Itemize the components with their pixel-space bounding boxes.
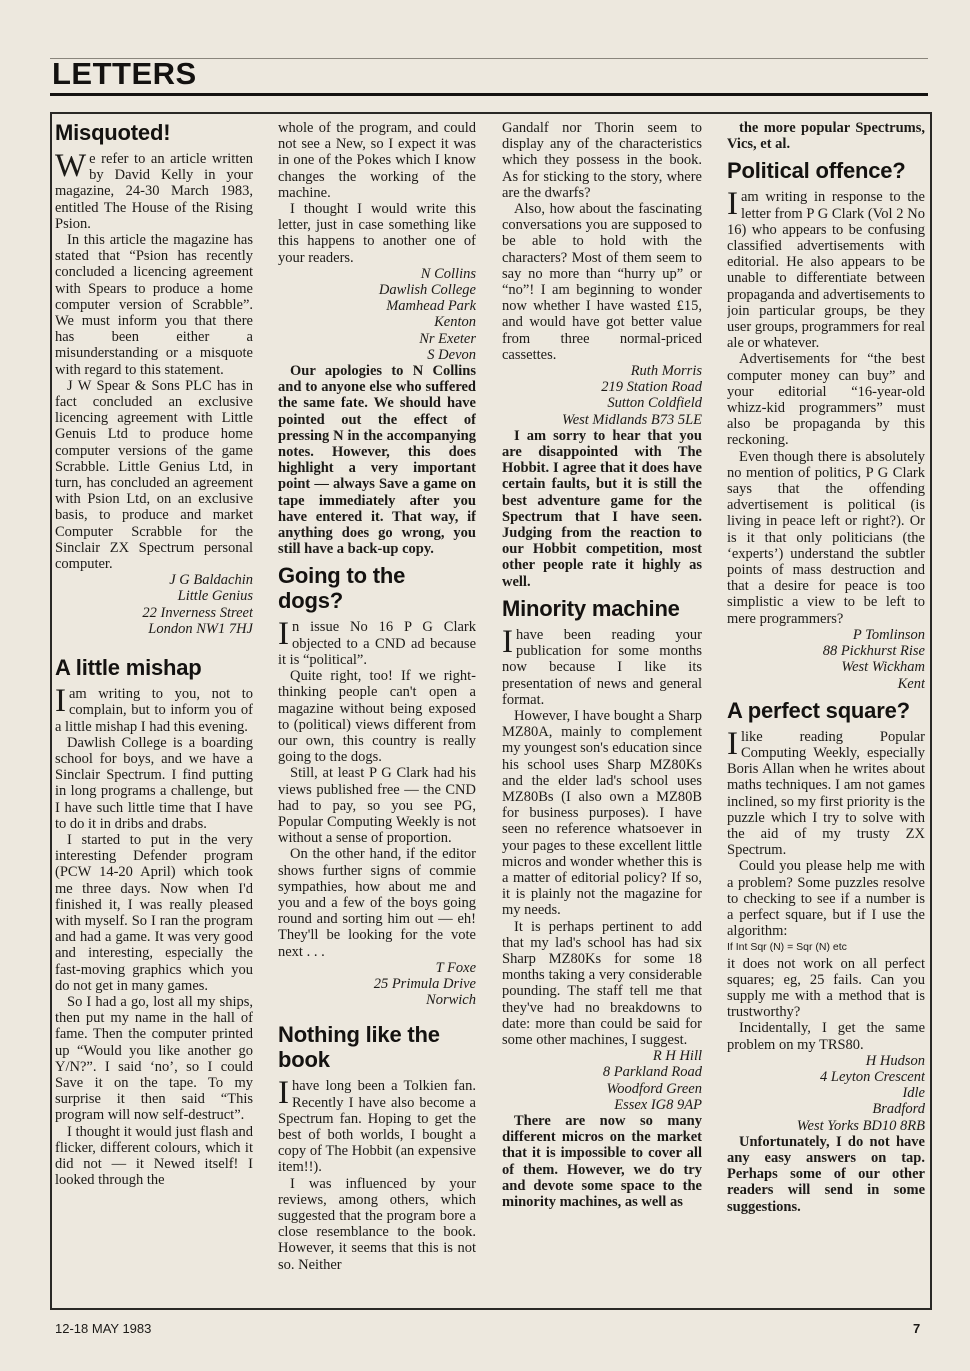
paragraph-text: like reading Popular Computing Weekly, especially Boris Allan when he writes about maths techniques. I am not games inclined, so my first priority is the puzzle which I try to solve with the aid of my trusty ZX Spectrum. [727, 728, 925, 859]
column-3 [502, 120, 702, 1306]
column-1 [55, 120, 253, 1306]
column-2 [278, 120, 476, 1306]
letter-paragraph [727, 186, 925, 352]
signature-line: 88 Pickhurst Rise [822, 643, 925, 660]
paragraph-text: am writing in response to the letter from P G Clark (Vol 2 No 16) who appears to be confusing classified advertisements with editorial. He also appears to be unable to differentiate between propaganda and advertisements to join particular groups, be they user groups, programmers for real ale or whatever. [727, 189, 925, 352]
algorithm-formula: If Int Sqr (N) = Sqr (N) etc [727, 941, 847, 954]
signature-line: Norwich [426, 992, 476, 1009]
drop-cap: I [278, 1075, 289, 1112]
signature-line: Ruth Morris [630, 363, 702, 380]
headline-little-mishap: A little mishap [55, 655, 202, 681]
drop-cap: I [55, 683, 66, 720]
letter-paragraph: However, I have bought a Sharp MZ80A, mainly to complement my youngest son's education since his school uses Sharp MZ80Ks and the elder lad's school uses MZ80Bs (I also own a MZ80B for business purposes). I have seen no reference whatsoever in your pages to these excellent little micros and wonder whether this is a matter of editorial policy? If so, it is plainly not the magazine for my needs. [502, 707, 702, 919]
signature-line: Bradford [872, 1101, 925, 1118]
letter-paragraph: Gandalf nor Thorin seem to display any of the characteristics which they possess in the book. As for sticking to the story, where are the dwarfs? [502, 120, 702, 201]
letter-paragraph: Dawlish College is a boarding school for boys, and we have a Sinclair Spectrum. I find putting in long programs a challenge, but I have such little time that I have to do it in dribs and drabs. [55, 734, 253, 832]
letter-paragraph [502, 623, 702, 708]
signature-line: N Collins [420, 265, 476, 282]
editor-reply: Our apologies to N Collins and to anyone else who suffered the same fate. We should have pointed out the effect of pressing N in the accompanying notes. However, this does highlight a very important point — always Save a game on tape immediately after you have entered it. That way, if anything does go wrong, you still have a back-up copy. [278, 363, 476, 558]
letter-paragraph: Even though there is absolutely no mention of politics, P G Clark says that the offending advertisement is political (is living in peace left or right?). Or is it that only politicians (the ‘experts’) understand the subtler points of mass destruction and that a desire for peace is too simplistic a view to be left to mere programmers? [727, 448, 925, 627]
letter-paragraph [727, 725, 925, 859]
letter-paragraph [278, 616, 476, 668]
signature-line: H Hudson [865, 1052, 925, 1069]
signature-line: Little Genius [177, 588, 253, 605]
signature-line: Dawlish College [378, 282, 476, 299]
letter-paragraph: I was influenced by your reviews, among others, which suggested that the program bore a close resemblance to the book. However, it seems that this is not so. Neither [278, 1175, 476, 1273]
letter-paragraph: Quite right, too! If we right-thinking people can't open a magazine without being exposed to (political) views different from our own, this country is really going to the dogs. [278, 668, 476, 766]
letter-paragraph: It is perhaps pertinent to add that my lad's school has had six Sharp MZ80Ks for some 18 months taking a very considerable pounding. The staff tell me that they've had no breakdowns to date: more than could be said for some other machines, I suggest. [502, 918, 702, 1048]
headline-going-to-the-dogs: Going to the dogs? [278, 563, 406, 614]
signature-line: Nr Exeter [419, 330, 476, 347]
section-title: LETTERS [52, 56, 197, 91]
drop-cap: I [278, 616, 289, 653]
headline-misquoted: Misquoted! [55, 120, 171, 145]
signature-line: 25 Primula Drive [373, 975, 476, 992]
headline-a-perfect-square: A perfect square? [727, 697, 910, 723]
paragraph-text: e refer to an article written by David Kelly in your magazine, 24-30 March 1983, entitled The House of the Rising Psion. [55, 151, 253, 232]
signature-line: J G Baldachin [169, 572, 253, 589]
letter-paragraph [55, 148, 253, 232]
letter-paragraph: I thought it would just flash and flicker, different colours, which it did not — it Newed itself! I looked through the [55, 1123, 253, 1189]
signature-line: West Yorks BD10 8RB [796, 1117, 925, 1134]
signature-line: 4 Leyton Crescent [820, 1068, 925, 1085]
signature-line: Woodford Green [606, 1080, 702, 1097]
signature-line: Essex IG8 9AP [614, 1096, 702, 1113]
signature-line: London NW1 7HJ [148, 620, 253, 637]
signature-line: 219 Station Road [601, 379, 702, 396]
signature-line: T Foxe [435, 959, 476, 976]
letter-paragraph: whole of the program, and could not see a New, so I expect it was in one of the Pokes which I know changes the working of the machine. [278, 120, 476, 201]
letter-paragraph: Still, at least P G Clark had his views published free — the CND had to pay, so you see PG, Popular Computing Weekly is not without a sense of proportion. [278, 765, 476, 847]
signature-line: 8 Parkland Road [602, 1064, 702, 1081]
headline-nothing-like-the-book: Nothing like the book [278, 1022, 440, 1073]
letter-paragraph: J W Spear & Sons PLC has in fact concluded an exclusive licencing agreement with Little Genuis Ltd to produce home computer versions of the game Scrabble. Little Genius Ltd, in turn, has concluded an agreement with Psion Ltd, on an exclusive basis, to produce and market Computer Scrabble for the Sinclair ZX Spectrum personal computer. [55, 377, 253, 573]
signature-line: Mamhead Park [386, 298, 476, 315]
paragraph-text: have been reading your publication for some months now because I like its presentation of news and general format. [502, 626, 702, 708]
letter-paragraph: In this article the magazine has stated that “Psion has recently concluded a licencing agreement with Spears to produce a home computer version of Scrabble”. We must inform you that there has been either a misunderstanding or a misquote with regard to this statement. [55, 232, 253, 378]
letter-paragraph [278, 1075, 476, 1176]
drop-cap: W [55, 148, 87, 184]
headline-political-offence: Political offence? [727, 158, 906, 184]
letter-paragraph: I thought I would write this letter, just in case something like this happens to another one of your readers. [278, 201, 476, 266]
signature-line: West Wickham [841, 659, 925, 676]
paragraph-text: n issue No 16 P G Clark objected to a CND ad because it is “political”. [278, 619, 476, 668]
title-rule [50, 93, 928, 96]
drop-cap: I [502, 623, 513, 660]
signature-line: P Tomlinson [852, 626, 925, 643]
drop-cap: I [727, 725, 738, 762]
letter-paragraph: it does not work on all perfect squares; eg, 25 fails. Can you supply me with a method that is trustworthy? [727, 955, 925, 1021]
drop-cap: I [727, 186, 738, 223]
editor-reply: I am sorry to hear that you are disappointed with The Hobbit. I agree that it does have certain faults, but it is still the best adventure game for the Spectrum that I have seen. Judging from the reaction to our Hobbit competition, most other people rate it highly as well. [502, 427, 702, 590]
signature-line: S Devon [427, 346, 476, 363]
letter-paragraph: On the other hand, if the editor shows further signs of commie sympathies, how about me and you and a few of the boys going round and sorting him out — eh! They'll be looking for the vote next . . . [278, 846, 476, 960]
headline-minority-machine: Minority machine [502, 595, 680, 621]
letter-paragraph: Could you please help me with a problem? Some puzzles resolve to checking to see if a number is a perfect square, but if I use the algorithm: [727, 858, 925, 940]
signature-line: West Midlands B73 5LE [561, 411, 702, 428]
letter-paragraph [55, 683, 253, 735]
signature-line: Kenton [434, 314, 476, 331]
signature-line: R H Hill [652, 1048, 702, 1065]
letter-paragraph: I started to put in the very interesting Defender program (PCW 14-20 April) which took me three days. Now when I'd finished it, I was really pleased with myself. So I ran the program and had a game. It was very good and interesting, especially the fast-moving graphics which you do not get in many games. [55, 831, 253, 994]
signature-line: Idle [902, 1085, 925, 1102]
paragraph-text: have long been a Tolkien fan. Recently I have also become a Spectrum fan. Hoping to get the best of both worlds, I bought a copy of The Hobbit (an expensive item!!). [278, 1078, 476, 1176]
letter-paragraph: Advertisements for “the best computer money can buy” and your editorial “16-year-old whizz-kid programmers” must also be propaganda by this reckoning. [727, 351, 925, 449]
signature-line: Kent [897, 675, 925, 692]
footer-date: 12-18 MAY 1983 [55, 1321, 152, 1336]
editor-reply: Unfortunately, I do not have any easy answers on tap. Perhaps some of our other readers will send in some suggestions. [727, 1133, 925, 1215]
page-number: 7 [913, 1321, 921, 1336]
letter-paragraph: So I had a go, lost all my ships, then put my name in the hall of fame. Then the computer printed up “Would you like another go Y/N?”. I said ‘no’, so I could Save it on the tape. To my surprise it then said “This program will now self-destruct”. [55, 993, 253, 1124]
signature-line: 22 Inverness Street [142, 604, 253, 621]
column-4 [727, 120, 925, 1306]
signature-line: Sutton Coldfield [607, 395, 702, 412]
editor-reply: the more popular Spectrums, Vics, et al. [727, 120, 925, 153]
letter-paragraph: Incidentally, I get the same problem on my TRS80. [727, 1020, 925, 1053]
paragraph-text: am writing to you, not to complain, but to inform you of a little mishap I had this evening. [55, 686, 253, 735]
editor-reply: There are now so many different micros on the market that it is impossible to cover all of them. However, we do try and devote some space to the minority machines, as well as [502, 1112, 702, 1210]
letter-paragraph: Also, how about the fascinating conversations you are supposed to be able to hold with the characters? Most of them seem to say no more than “hurry up” or “no”! I am beginning to wonder now whether I have wasted £15, and would have got better value from three normal-priced cassettes. [502, 201, 702, 363]
